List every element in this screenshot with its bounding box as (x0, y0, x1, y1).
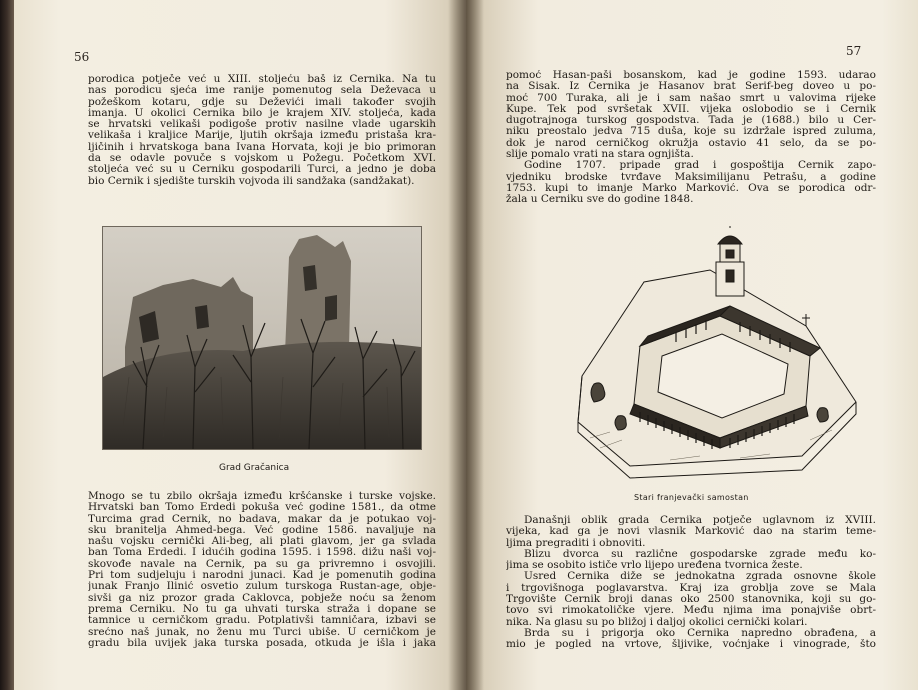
text-line: dok je narod cerničkog okružja ostavio 41 selo, da se po- (506, 137, 876, 149)
text-line: pomoć Hasan-paši bosanskom, kad je godine 1593. udarao (506, 70, 876, 81)
text-line: porodica potječe već u XIII. stoljeću baš iz Cernika. Na tu (88, 74, 436, 85)
drawing-caption: Stari franjevački samostan (634, 493, 749, 502)
text-line: našu vojsku cernički Ali-beg, ali plati glavom, jer ga svlada (88, 536, 436, 548)
text-line: Trgovište Cernik broji danas oko 2500 stanovnika, koji su go- (506, 594, 876, 606)
text-line: požeškom kotaru, gdje su Deževići imali također svojih (88, 96, 436, 108)
right-text-top (506, 70, 876, 206)
drawing-monastery (570, 226, 866, 482)
text-line: na Sisak. Iz Cernika je Hasanov brat Šerif-beg doveo u po- (506, 81, 876, 93)
monastery-drawing-image (570, 226, 866, 482)
text-line: mio je pogled na vrtove, šljivike, voćnjake i vinograde, što (506, 639, 876, 651)
text-line: sku branitelja Ahmed-bega. Već godine 1586. navaljuje na (88, 524, 436, 536)
text-line: niku preostalo jedva 715 duša, koje su izdržale ispred zuluma, (506, 126, 876, 138)
page-number-right: 57 (846, 44, 862, 58)
text-line: Hrvatski ban Tomo Erdedi pokuša već godine 1581., da otme (88, 502, 436, 514)
left-paragraph-2 (88, 491, 436, 649)
text-line: tovo svi rimokatoličke vjere. Među njima ima ponajviše obrt- (506, 605, 876, 617)
text-line: ljima pregraditi i obnoviti. (506, 537, 646, 549)
text-line: nas porodicu sjeća ime ranije pomenutog sela Deževaca u (88, 85, 436, 97)
text-line: i trgovišnoga poglavarstva. Kraj iza groblja zove se Mala (506, 582, 876, 594)
text-line: se hrvatski velikaši podigoše protiv nasilne vlade ugarskih (88, 119, 436, 131)
text-line: Turcima grad Cernik, no badava, makar da je potukao voj- (88, 513, 436, 525)
text-line: junak Franjo Ilinić osvetio zulum turskoga Rustan-age, obje- (88, 581, 436, 593)
right-page (466, 0, 918, 690)
text-line: Mnogo se tu zbilo okršaja između kršćanske i turske vojske. (88, 491, 436, 502)
text-line: dugotrajnoga turskog gospodstva. Tada je (1688.) bilo u Cer- (506, 115, 876, 127)
text-line: srećno naš junak, no ženu mu Turci ubiše. U cerničkom je (88, 626, 436, 638)
page-number-left: 56 (74, 50, 90, 64)
left-page (14, 0, 466, 690)
ruins-photo-image (103, 227, 421, 449)
text-line: Kupe. Tek pod svršetak XVII. vijeka oslobodio se i Cernik (506, 103, 876, 115)
text-line: bio Cernik i sjedište turskih vojvoda ili sandžaka (sandžakat). (88, 175, 415, 187)
text-line: Brda su i prigorja oko Cernika napredno obrađena, a (524, 627, 876, 639)
text-line: Današnji oblik grada Cernika potječe uglavnom iz XVIII. (524, 515, 876, 526)
right-text-bottom (506, 515, 876, 651)
text-line: sivši ga niz prozor grada Čaklovca, pobježe noću sa ženom (88, 592, 436, 604)
photo-grad-gracanica (102, 226, 422, 450)
text-line: imanja. U okolici Cernika bilo je krajem XIV. stoljeća, kada (88, 107, 436, 119)
text-line: stoljeća već su u Cerniku gospodarili Turci, a jedno je doba (88, 164, 436, 176)
text-line: Usred Cernika diže se jednokatna zgrada osnovne škole (524, 571, 876, 583)
text-line: jima se osobito ističe vrlo lijepo uređena tvornica žeste. (506, 560, 803, 572)
text-line: 1753. kupi to imanje Marko Marković. Ova se porodica odr- (506, 182, 876, 194)
text-line: Pri tom sudjeluju i narodni junaci. Kad je pomenutih godina (88, 570, 436, 582)
text-line: skovođe navale na Cernik, pa su ga privremno i osvojili. (88, 558, 436, 570)
photo-caption: Grad Gračanica (219, 463, 290, 473)
text-line: vijeka, kad ga je novi vlasnik Marković dao na starim teme- (506, 526, 876, 538)
text-line: Blizu dvorca su različne gospodarske zgrade među ko- (524, 548, 876, 560)
text-line: žala u Cerniku sve do godine 1848. (506, 194, 694, 206)
text-line: da se odavle povuče s vojskom u Požegu. Početkom XVI. (88, 153, 436, 165)
text-line: prema Cerniku. No tu ga uhvati turska straža i dopane se (88, 603, 436, 615)
text-line: vjedniku brodske tvrđave Maksimilijanu Petrašu, a godine (506, 171, 876, 183)
text-line: slije pomalo vrati na stara ognjišta. (506, 149, 694, 161)
text-line: ljičinih i hrvatskoga bana Ivana Horvata, koji je bio primoran (88, 141, 436, 153)
text-line: gradu bila uvijek jaka turska posada, otkuda je išla i jaka (88, 637, 436, 649)
book-binding-edge (0, 0, 14, 690)
text-line: Godine 1707. pripade grad i gospoštija Cernik zapo- (524, 160, 876, 172)
left-paragraph-1 (88, 74, 436, 187)
text-line: tamnice u cerničkom gradu. Potplativši tamničara, izbavi se (88, 615, 436, 627)
text-line: nika. Na glasu su po bližoj i daljoj okolici cernički kolari. (506, 616, 808, 628)
text-line: velikaša i kraljice Marije, ljutih okršaja između pristaša kra- (88, 130, 436, 142)
text-line: moć 700 Turaka, ali je i sam našao smrt u valovima rijeke (506, 92, 876, 104)
text-line: ban Toma Erdedi. I idućih godina 1595. i 1598. dižu naši voj- (88, 547, 436, 559)
